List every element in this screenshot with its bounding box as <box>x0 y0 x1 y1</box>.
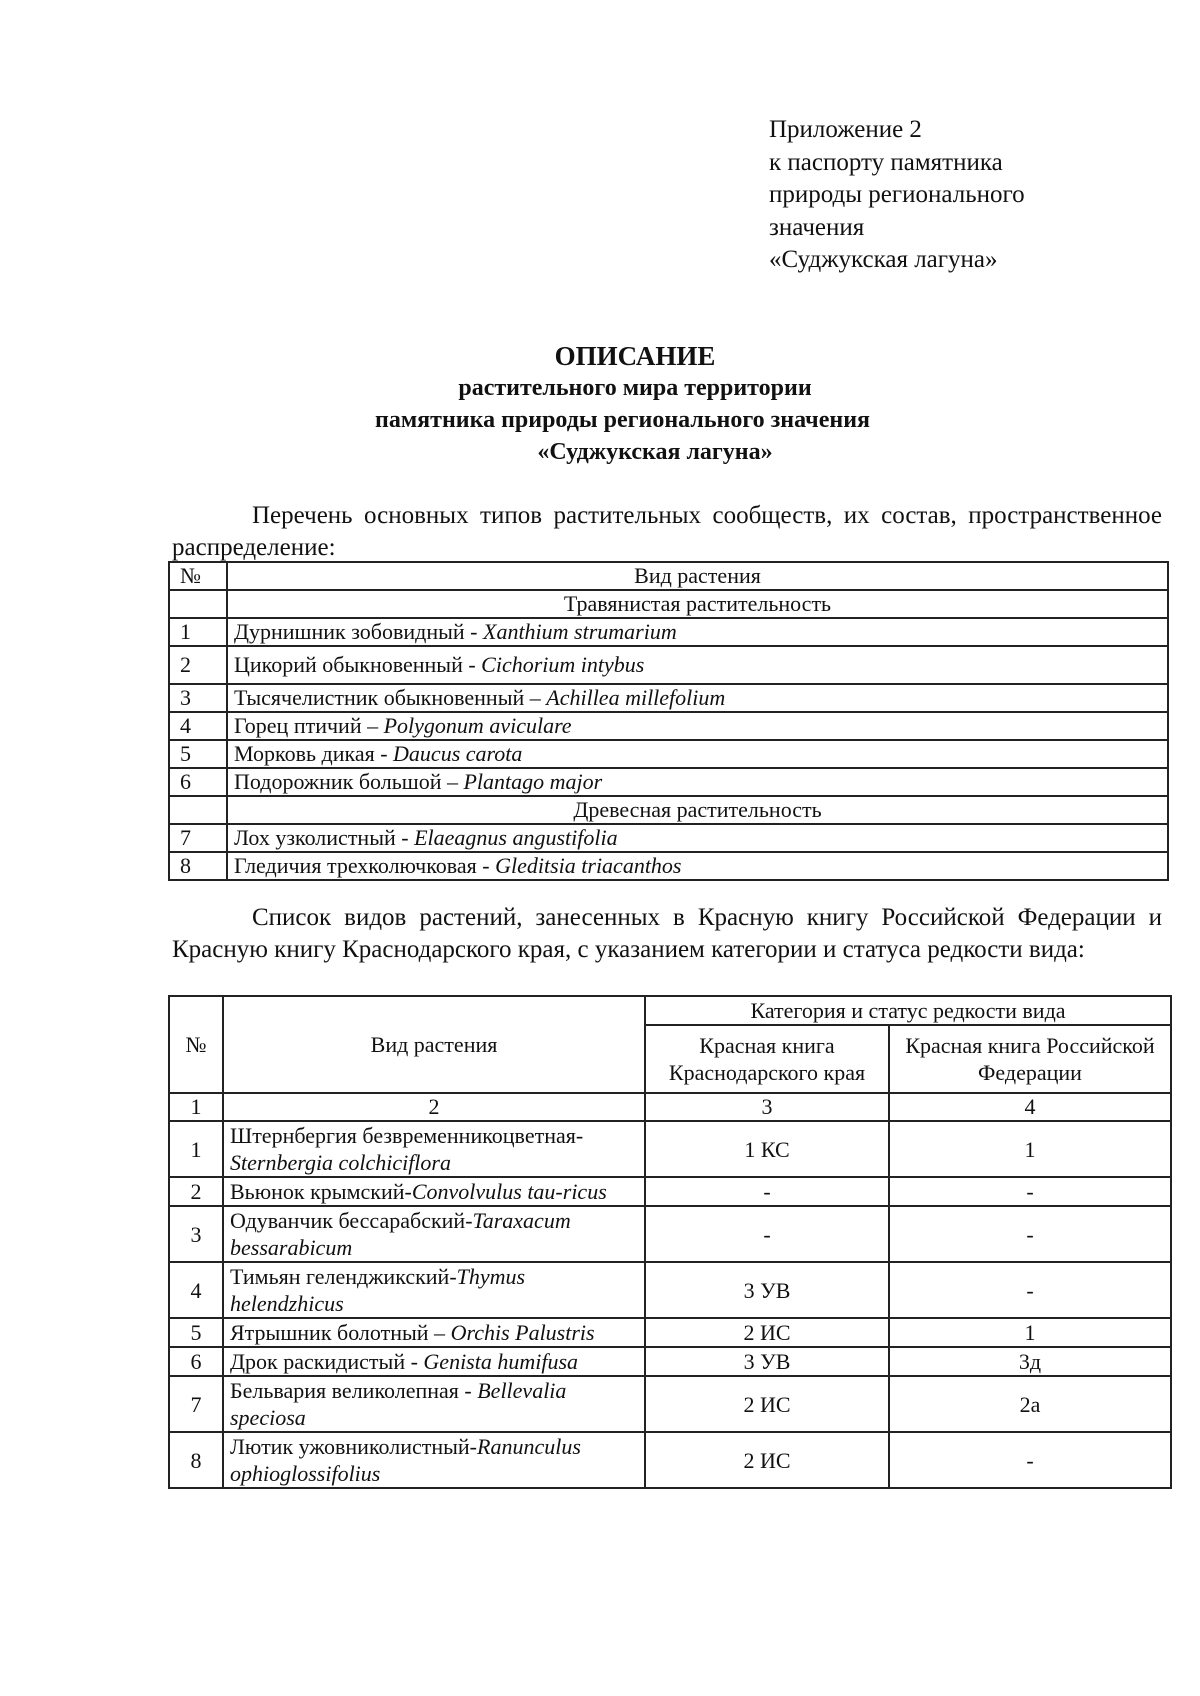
section-row-herb <box>169 590 1168 618</box>
species-latin: Daucus carota <box>393 741 523 766</box>
document-title <box>0 340 1200 468</box>
table-row <box>169 1206 1171 1262</box>
species-ru: Вьюнок крымский- <box>230 1179 412 1204</box>
russia-status: 3д <box>889 1347 1171 1376</box>
table-row <box>169 618 1168 646</box>
table-row <box>169 1177 1171 1206</box>
krasnodar-status: - <box>645 1177 889 1206</box>
red-book-paragraph: Список видов растений, занесенных в Красную книгу Российской Федерации и Красную книгу Краснодарского края, с указанием категории и статуса редкости вида: <box>172 904 1162 963</box>
column-number: 1 <box>169 1093 223 1121</box>
species-ru: Лютик ужовниколистный- <box>230 1434 478 1459</box>
row-number: 5 <box>169 1318 223 1347</box>
species-cell <box>227 768 1168 796</box>
intro-paragraph: Перечень основных типов растительных сообществ, их состав, пространственное распределение: <box>172 502 1162 561</box>
species-cell <box>223 1262 645 1318</box>
species-latin: Plantago major <box>463 769 603 794</box>
species-latin: Convolvulus tau-ricus <box>411 1179 607 1204</box>
krasnodar-status: 1 КС <box>645 1121 889 1177</box>
table-row <box>169 768 1168 796</box>
column-number: 2 <box>223 1093 645 1121</box>
row-number: 2 <box>169 646 227 684</box>
russia-status: - <box>889 1206 1171 1262</box>
species-cell <box>227 684 1168 712</box>
species-cell <box>223 1121 645 1177</box>
species-latin: Genista humifusa <box>423 1349 579 1374</box>
russia-status: - <box>889 1177 1171 1206</box>
appendix-line: Приложение 2 <box>769 116 922 143</box>
title-line-4: «Суджукская лагуна» <box>537 439 773 465</box>
row-number: 1 <box>169 618 227 646</box>
header-krasnodar: Красная книга Краснодарского края <box>645 1025 889 1093</box>
table-row <box>169 712 1168 740</box>
species-ru: Дрок раскидистый - <box>230 1349 424 1374</box>
table-row <box>169 684 1168 712</box>
species-ru: Тимьян геленджикский- <box>230 1264 457 1289</box>
species-latin: Bellevalia speciosa <box>230 1378 567 1430</box>
table-row <box>169 1121 1171 1177</box>
table-header-row <box>169 562 1168 590</box>
species-cell <box>223 1347 645 1376</box>
row-number: 1 <box>169 1121 223 1177</box>
krasnodar-status: 2 ИС <box>645 1432 889 1488</box>
row-number: 7 <box>169 824 227 852</box>
species-ru: Тысячелистник обыкновенный – <box>234 685 547 710</box>
header-num: № <box>169 996 223 1093</box>
species-cell <box>227 740 1168 768</box>
species-cell <box>223 1206 645 1262</box>
table-row <box>169 824 1168 852</box>
species-latin: Elaeagnus angustifolia <box>414 825 618 850</box>
column-number: 3 <box>645 1093 889 1121</box>
krasnodar-status: 2 ИС <box>645 1376 889 1432</box>
russia-status: - <box>889 1432 1171 1488</box>
row-number: 4 <box>169 1262 223 1318</box>
species-ru: Штернбергия безвременникоцветная- <box>230 1123 584 1148</box>
table-row <box>169 740 1168 768</box>
species-ru: Бельвария великолепная - <box>230 1378 478 1403</box>
species-cell <box>223 1376 645 1432</box>
species-ru: Одуванчик бессарабский- <box>230 1208 473 1233</box>
species-cell <box>223 1318 645 1347</box>
row-number: 3 <box>169 684 227 712</box>
table-row <box>169 852 1168 880</box>
krasnodar-status: 3 УВ <box>645 1347 889 1376</box>
krasnodar-status: - <box>645 1206 889 1262</box>
species-ru: Лох узколистный - <box>234 825 415 850</box>
species-latin: Xanthium strumarium <box>483 619 677 644</box>
species-cell <box>227 646 1168 684</box>
row-number: 6 <box>169 1347 223 1376</box>
appendix-line: природы регионального <box>769 181 1025 208</box>
krasnodar-status: 3 УВ <box>645 1262 889 1318</box>
vegetation-table <box>168 561 1169 881</box>
species-ru: Горец птичий – <box>234 713 384 738</box>
header-species: Вид растения <box>227 562 1168 590</box>
title-line-3: памятника природы регионального значения <box>375 407 870 433</box>
russia-status: 1 <box>889 1121 1171 1177</box>
species-latin: Orchis Palustris <box>450 1320 595 1345</box>
table-row <box>169 1262 1171 1318</box>
species-latin: Taraxacum bessarabicum <box>230 1208 571 1260</box>
table-row <box>169 1318 1171 1347</box>
header-num: № <box>169 562 227 590</box>
table-row <box>169 1376 1171 1432</box>
krasnodar-status: 2 ИС <box>645 1318 889 1347</box>
species-ru: Цикорий обыкновенный - <box>234 652 482 677</box>
header-russia: Красная книга Российской Федерации <box>889 1025 1171 1093</box>
row-number: 3 <box>169 1206 223 1262</box>
table-row <box>169 1432 1171 1488</box>
species-ru: Гледичия трехколючковая - <box>234 853 496 878</box>
row-number: 8 <box>169 1432 223 1488</box>
species-cell <box>227 618 1168 646</box>
red-book-table <box>168 995 1172 1489</box>
species-latin: Gleditsia triacanthos <box>495 853 682 878</box>
russia-status: 1 <box>889 1318 1171 1347</box>
russia-status: - <box>889 1262 1171 1318</box>
column-number: 4 <box>889 1093 1171 1121</box>
column-number-row <box>169 1093 1171 1121</box>
row-number: 7 <box>169 1376 223 1432</box>
appendix-line: значения <box>769 213 865 241</box>
table-row <box>169 1347 1171 1376</box>
row-number: 5 <box>169 740 227 768</box>
species-latin: Cichorium intybus <box>481 652 645 677</box>
species-latin: Achillea millefolium <box>546 685 726 710</box>
row-number: 8 <box>169 852 227 880</box>
species-cell <box>227 712 1168 740</box>
title-heading: ОПИСАНИЕ <box>554 341 716 371</box>
appendix-line: «Суджукская лагуна» <box>769 246 998 273</box>
header-category: Категория и статус редкости вида <box>645 996 1171 1025</box>
russia-status: 2а <box>889 1376 1171 1432</box>
row-number: 2 <box>169 1177 223 1206</box>
species-cell <box>223 1177 645 1206</box>
table-header-row <box>169 996 1171 1025</box>
table-row <box>169 646 1168 684</box>
species-latin: Polygonum aviculare <box>383 713 572 738</box>
species-latin: Ranunculus ophioglossifolius <box>230 1434 581 1486</box>
row-number: 6 <box>169 768 227 796</box>
species-ru: Дурнишник зобовидный - <box>234 619 483 644</box>
species-latin: Sternbergia colchiciflora <box>230 1150 451 1175</box>
appendix-note <box>769 114 1025 277</box>
species-cell <box>223 1432 645 1488</box>
row-number: 4 <box>169 712 227 740</box>
appendix-line: к паспорту памятника <box>769 148 1003 176</box>
species-ru: Подорожник большой – <box>234 769 464 794</box>
species-ru: Ятрышник болотный – <box>230 1320 451 1345</box>
title-line-2: растительного мира территории <box>458 375 812 401</box>
species-cell <box>227 824 1168 852</box>
section-tree: Древесная растительность <box>227 796 1168 824</box>
header-species: Вид растения <box>223 996 645 1093</box>
species-cell <box>227 852 1168 880</box>
species-latin: Thymus helendzhicus <box>230 1264 526 1316</box>
section-row-tree <box>169 796 1168 824</box>
section-herb: Травянистая растительность <box>227 590 1168 618</box>
species-ru: Морковь дикая - <box>234 741 394 766</box>
